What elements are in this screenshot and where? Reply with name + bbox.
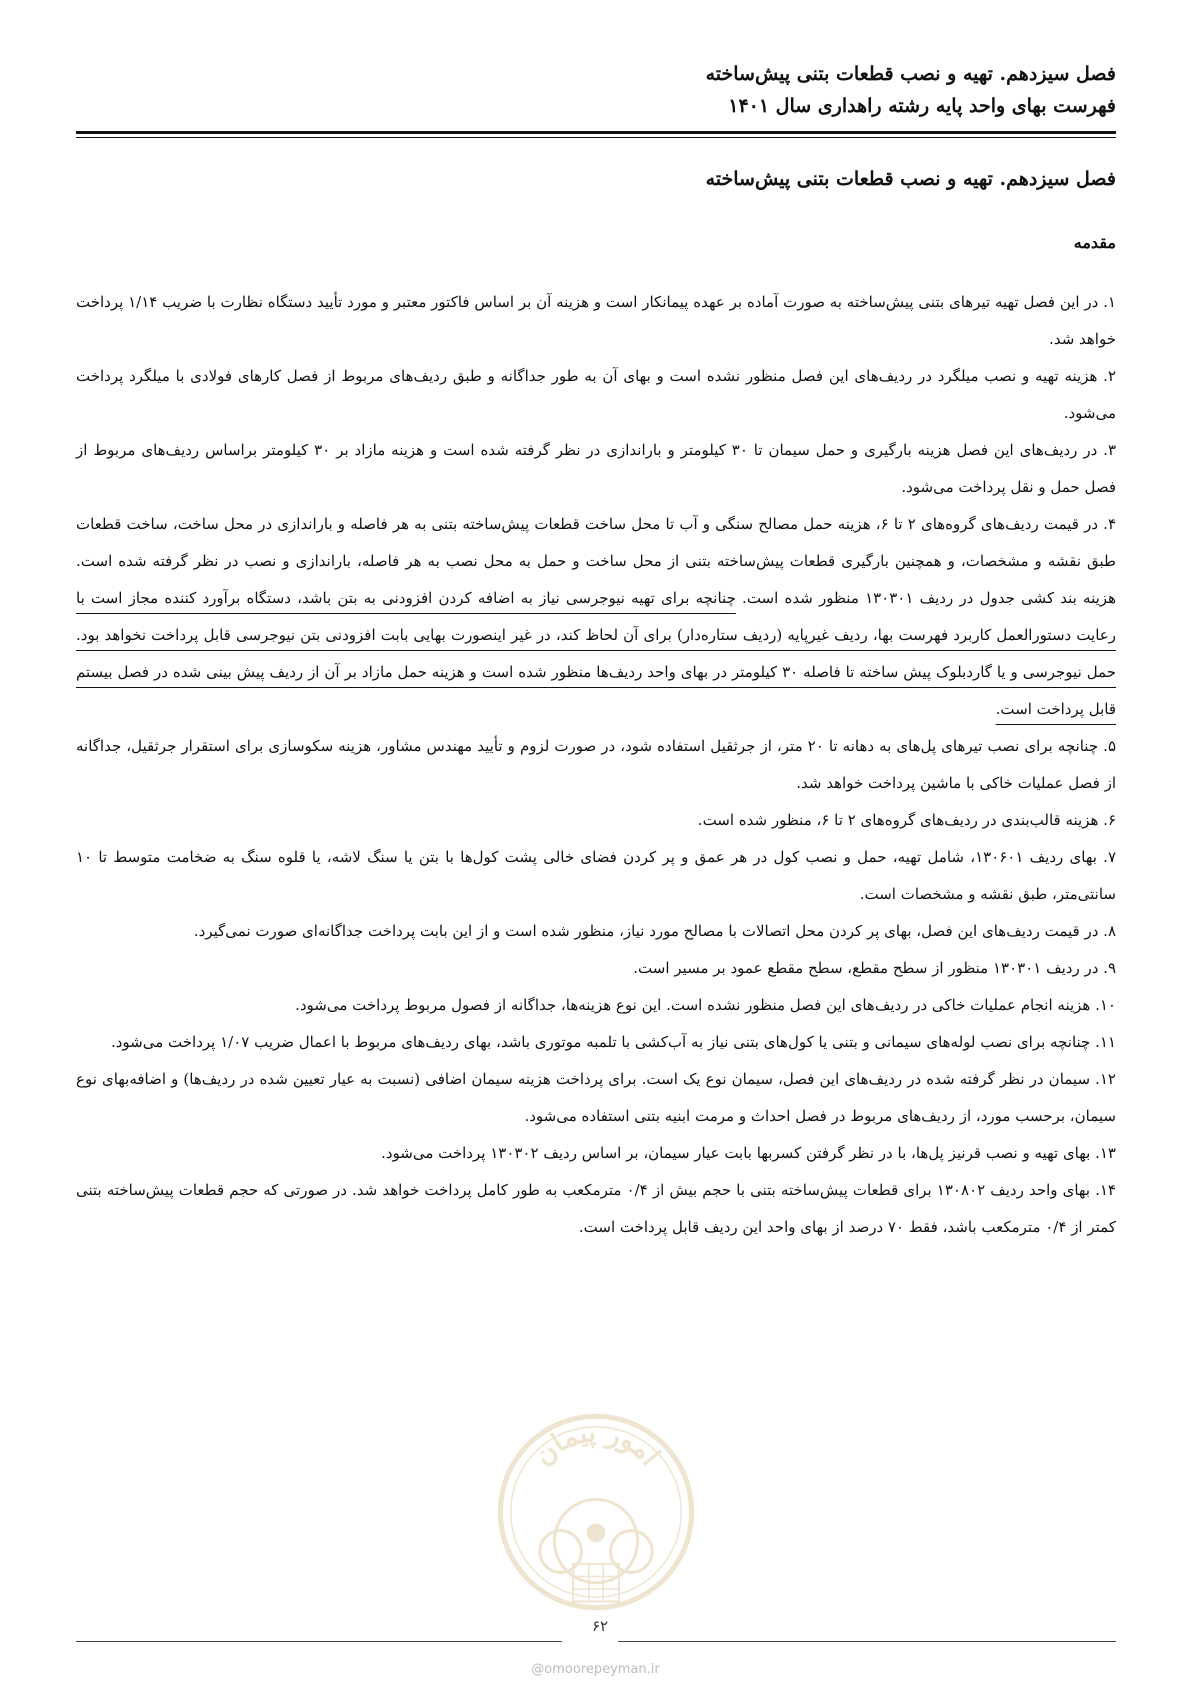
item-1: ۱. در این فصل تهیه تیرهای بتنی پیش‌ساخته به صورت آماده بر عهده پیمانکار است و هزینه آن بر اساس فاکتور معتبر و مورد تأیید دستگاه نظارت با ضریب ۱/۱۴ پرداخت خواهد شد. bbox=[76, 293, 1116, 348]
item-8: ۸. در قیمت ردیف‌های این فصل، بهای پر کردن محل اتصالات با مصالح مورد نیاز، منظور شده است و از این بابت پرداخت جداگانه‌ای صورت نمی‌گیرد. bbox=[193, 922, 1116, 940]
header-rule-thick bbox=[76, 131, 1116, 134]
header-rule-thin bbox=[76, 137, 1116, 138]
item-9: ۹. در ردیف ۱۳۰۳۰۱ منظور از سطح مقطع، سطح مقطع عمود بر مسیر است. bbox=[633, 959, 1116, 977]
intro-items bbox=[76, 284, 1116, 1246]
item-7: ۷. بهای ردیف ۱۳۰۶۰۱، شامل تهیه، حمل و نصب کول در هر عمق و پر کردن فضای خالی پشت کول‌ها با بتن یا سنگ لاشه، یا قلوه سنگ به ضخامت متوسط تا ۱۰ سانتی‌متر، طبق نقشه و مشخصات است. bbox=[76, 848, 1116, 903]
header-chapter-line: فصل سیزدهم. تهیه و نصب قطعات بتنی پیش‌ساخته bbox=[705, 63, 1116, 85]
item-5: ۵. چنانچه برای نصب تیرهای پل‌های به دهانه تا ۲۰ متر، از جرثقیل استفاده شود، در صورت لزوم و تأیید مهندس مشاور، هزینه سکوسازی برای استقرار جرثقیل، جداگانه از فصل عملیات خاکی با ماشین پرداخت خواهد شد. bbox=[76, 737, 1116, 792]
item-11: ۱۱. چنانچه برای نصب لوله‌های سیمانی و بتنی یا کول‌های بتنی نیاز به آب‌کشی با تلمبه موتوری باشد، بهای ردیف‌های مربوط با اعمال ضریب ۱/۰۷ پرداخت می‌شود. bbox=[110, 1033, 1116, 1051]
item-2: ۲. هزینه تهیه و نصب میلگرد در ردیف‌های این فصل منظور نشده است و بهای آن به طور جداگانه و طبق ردیف‌های مربوط از فصل کارهای فولادی با میلگرد پرداخت می‌شود. bbox=[76, 367, 1116, 422]
item-3: ۳. در ردیف‌های این فصل هزینه بارگیری و حمل سیمان تا ۳۰ کیلومتر و باراندازی در نظر گرفته شده است و هزینه مازاد بر ۳۰ کیلومتر براساس ردیف‌های مربوط از فصل حمل و نقل پرداخت می‌شود. bbox=[76, 441, 1116, 496]
item-6: ۶. هزینه قالب‌بندی در ردیف‌های گروه‌های ۲ تا ۶، منظور شده است. bbox=[697, 811, 1116, 829]
website-watermark: @omoorepeyman.ir bbox=[531, 1662, 660, 1677]
page-header bbox=[76, 58, 1116, 122]
footer-rule-right bbox=[618, 1641, 1116, 1642]
item-12: ۱۲. سیمان در نظر گرفته شده در ردیف‌های این فصل، سیمان نوع یک است. برای پرداخت هزینه سیمان اضافی (نسبت به عیار تعیین شده در ردیف‌ها) و اضافه‌بهای نوع سیمان، برحسب مورد، از ردیف‌های مربوط در فصل احداث و مرمت ابنیه بتنی استفاده می‌شود. bbox=[76, 1070, 1116, 1125]
page-number: ۶۲ bbox=[591, 1617, 609, 1635]
footer-rule-left bbox=[76, 1641, 562, 1642]
header-price-list-line: فهرست بهای واحد پایه رشته راهداری سال ۱۴۰۱ bbox=[728, 95, 1116, 117]
chapter-title: فصل سیزدهم. تهیه و نصب قطعات بتنی پیش‌ساخته bbox=[705, 168, 1116, 190]
svg-text:امور پیمان bbox=[528, 1417, 666, 1471]
item-4-text: ۴. در قیمت ردیف‌های گروه‌های ۲ تا ۶، هزینه حمل مصالح سنگی و آب تا محل ساخت قطعات پیش‌ساخته بتنی به هر فاصله و باراندازی در محل ساخت، ساخت قطعات طبق نقشه و مشخصات، و همچنین بارگیری قطعات پیش‌ساخته بتنی از محل ساخت و حمل به محل نصب به هر فاصله، باراندازی و نصب در نظر گرفته شده است. هزینه بند کشی جدول در ردیف ۱۳۰۳۰۱ منظور شده است. bbox=[76, 515, 1117, 607]
item-4 bbox=[76, 506, 1116, 728]
item-14: ۱۴. بهای واحد ردیف ۱۳۰۸۰۲ برای قطعات پیش‌ساخته بتنی با حجم بیش از ۰/۴ مترمکعب به طور کامل پرداخت خواهد شد. در صورتی که حجم قطعات پیش‌ساخته بتنی کمتر از ۰/۴ مترمکعب باشد، فقط ۷۰ درصد از بهای واحد این ردیف قابل پرداخت است. bbox=[76, 1181, 1116, 1236]
intro-heading: مقدمه bbox=[1073, 233, 1116, 252]
item-13: ۱۳. بهای تهیه و نصب قرنیز پل‌ها، با در نظر گرفتن کسربها بابت عیار سیمان، بر اساس ردیف ۱۳۰۳۰۲ پرداخت می‌شود. bbox=[381, 1144, 1116, 1162]
seal-watermark bbox=[492, 1408, 700, 1616]
item-10: ۱۰. هزینه انجام عملیات خاکی در ردیف‌های این فصل منظور نشده است. این نوع هزینه‌ها، جداگانه از فصول مربوط پرداخت می‌شود. bbox=[295, 996, 1116, 1014]
seal-text: امور پیمان bbox=[527, 1417, 666, 1472]
item-4-underlined-text: چنانچه برای تهیه نیوجرسی نیاز به اضافه کردن افزودنی به بتن باشد، دستگاه برآورد کننده مجاز است با رعایت دستورالعمل کاربرد فهرست بها، ردیف غیرپایه (ردیف ستاره‌دار) برای آن لحاظ کند، در غیر اینصورت بهایی بابت افزودنی بتن نیوجرسی قابل پرداخت نخواهد بود. حمل نیوجرسی و یا گاردبلوک پیش ساخته تا فاصله ۳۰ کیلومتر در بهای واحد ردیف‌ها منظور شده است و هزینه حمل مازاد بر آن از ردیف پیش بینی شده در فصل بیستم قابل پرداخت است. bbox=[76, 589, 1116, 718]
